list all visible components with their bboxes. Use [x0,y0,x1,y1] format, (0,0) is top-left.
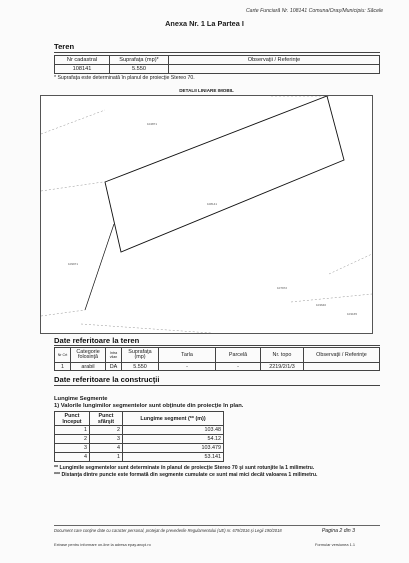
neighbour-line [41,110,105,134]
table-cell: DA [106,363,122,371]
teren-note: * Suprafaţa este determinată în planul de proiecţie Stereo 70. [54,75,195,81]
table-cell: 3 [55,444,90,453]
table-cell: 3 [90,435,123,444]
neighbour-line [329,254,372,274]
table-cell [304,363,380,371]
table-cell: 103.479 [123,444,224,453]
table-row [55,65,380,74]
page-number: Pagina 2 din 3 [321,528,355,534]
table-row [55,363,380,371]
table-cell: 4 [55,453,90,462]
referitoare-constructii-heading: Date referitoare la construcţii [54,375,160,384]
plan-drawing [40,88,373,334]
column-header: Punct început [55,412,90,426]
table-cell [169,65,380,74]
segmente-note-1: ** Lungimile segmentelor sunt determinate în planul de proiecţie Stereo 70 şi sunt rotunjite la 1 milimetru. [54,465,315,471]
table-cell: 5.550 [122,363,159,371]
footer-rule [54,525,380,526]
column-header: Nr cadastral [55,56,110,65]
neighbour-line [81,324,211,333]
annex-title: Anexa Nr. 1 La Partea I [165,19,244,28]
column-header: Punct sfârşit [90,412,123,426]
plan-svg [41,96,372,333]
plan-label: 109971 [68,262,79,266]
neighbour-line [41,310,85,316]
table-cell: 54.12 [123,435,224,444]
neighbour-line [41,182,103,191]
teren-heading: Teren [54,42,75,51]
plan-label: 104871 [147,122,158,126]
table-cell: - [159,363,216,371]
table-cell: 108141 [55,65,110,74]
parcel-outline [105,96,344,252]
table-cell: 53.141 [123,453,224,462]
table-cell: 5.550 [110,65,169,74]
column-header: Nr. topo [261,348,304,363]
plan-label: 103165 [347,312,358,316]
column-header: Suprafaţa (mp) [122,348,159,363]
form-version: Formular versiunea 1.1 [314,542,355,547]
referitoare-teren-table [54,347,380,371]
table-header-row [55,348,380,363]
table-cell: 4 [90,444,123,453]
column-header: Tarla [159,348,216,363]
teren-rule [54,52,380,53]
table-cell: 103.48 [123,426,224,435]
plan-label: 107972 [277,286,288,290]
segmente-heading: Lungime Segmente [54,396,108,402]
plan-label: 108141 [207,202,218,206]
table-row [55,426,224,435]
column-header: Categorie folosinţă [71,348,106,363]
footer-info-link[interactable]: Extrase pentru informare on-line la adresa epay.ancpi.ro [54,542,151,547]
column-header: Observaţii / Referinţe [169,56,380,65]
table-cell: 1 [90,453,123,462]
table-row [55,444,224,453]
table-cell: 2 [55,435,90,444]
table-cell: - [216,363,261,371]
footer-disclaimer: Document care conţine date cu caracter personal, protejat de prevederile Regulamentului (UE) nr. 679/2016 şi Legii 190/2018 [54,528,282,533]
teren-table [54,55,380,74]
segmente-table [54,411,224,462]
referitoare-teren-heading: Date referitoare la teren [54,336,140,345]
table-cell: 2219/2/1/3 [261,363,304,371]
parcel-access-line [85,224,114,310]
column-header: Parcelă [216,348,261,363]
column-header: Suprafaţa (mp)* [110,56,169,65]
table-cell: 1 [55,426,90,435]
table-cell: 2 [90,426,123,435]
segmente-note-2: *** Distanţa dintre puncte este formată din segmente cumulate ce sunt mai mici decât valoarea 1 milimetru. [54,472,318,478]
segmente-subheading: 1) Valorile lungimilor segmentelor sunt obţinute din proiecţie în plan. [54,403,244,409]
neighbour-lines [41,96,372,333]
table-header-row [55,412,224,426]
column-header: Observaţii / Referinţe [304,348,380,363]
table-row [55,435,224,444]
plan-title: DETALII LINIARE IMOBIL [179,88,234,93]
table-header-row [55,56,380,65]
referitoare-teren-rule [54,345,380,346]
table-row [55,453,224,462]
plan-label: 103640 [316,303,327,307]
table-cell: 1 [55,363,71,371]
table-cell: arabil [71,363,106,371]
referitoare-constructii-rule [54,385,380,386]
column-header: Intra vilan [106,348,122,363]
column-header: Nr Crt [55,348,71,363]
document-reference: Carte Funciară Nr. 108141 Comuna/Oraş/Municipiu: Săcele [245,8,383,14]
neighbour-line [291,294,372,302]
column-header: Lungime segment (** (m)) [123,412,224,426]
